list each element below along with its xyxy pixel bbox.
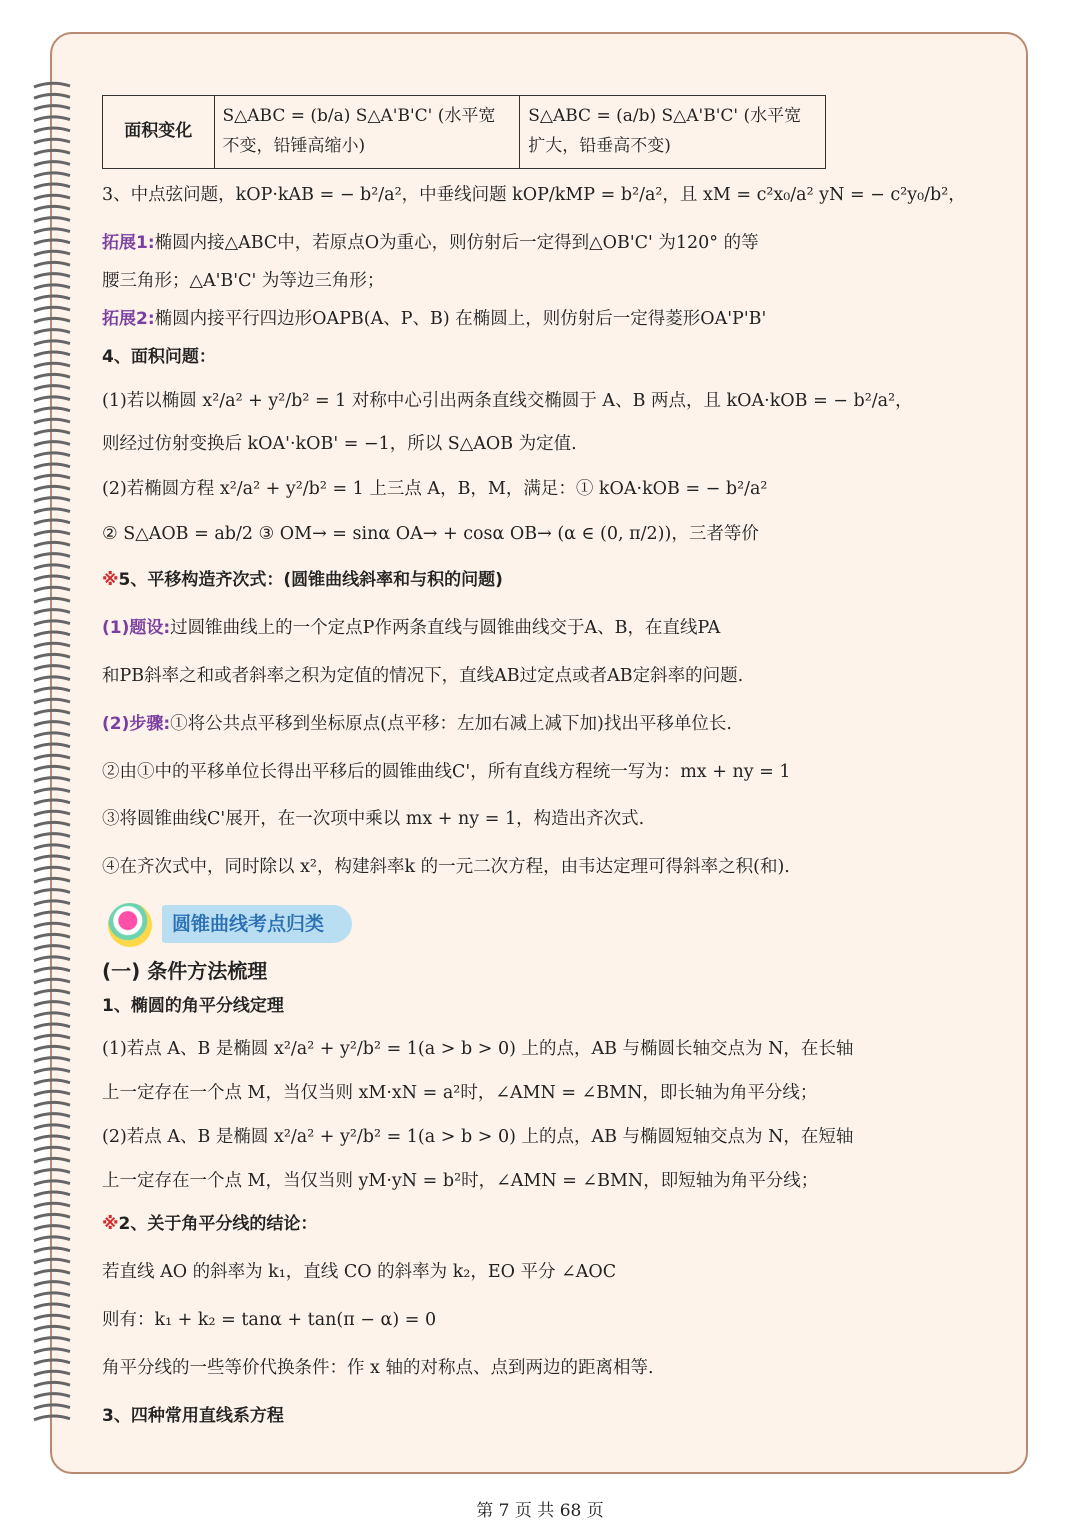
spiral-ring <box>34 363 70 367</box>
spiral-ring <box>34 274 70 278</box>
spiral-ring <box>34 1091 70 1095</box>
spiral-ring <box>34 419 70 423</box>
spiral-ring <box>34 979 70 983</box>
spiral-ring <box>34 397 70 401</box>
spiral-ring <box>34 162 70 166</box>
spiral-ring <box>34 464 70 468</box>
spiral-ring <box>34 621 70 625</box>
spiral-ring <box>34 1349 70 1353</box>
spiral-ring <box>34 710 70 714</box>
spiral-ring <box>34 1338 70 1342</box>
spiral-ring <box>34 206 70 210</box>
spiral-ring <box>34 296 70 300</box>
spiral-ring <box>34 845 70 849</box>
spiral-ring <box>34 957 70 961</box>
text-extension-2: 椭圆内接平行四边形OAPB(A、P、B) 在椭圆上，则仿射后一定得菱形OA'P'B' <box>154 309 767 329</box>
label-steps: (2)步骤: <box>102 714 171 734</box>
spiral-ring <box>34 475 70 479</box>
line-extension-2 <box>102 311 766 329</box>
spiral-ring <box>34 1326 70 1330</box>
line-20: (2)若点 A、B 是椭圆 x²/a² + y²/b² = 1(a > b > 0) 上的点，AB 与椭圆短轴交点为 N，在短轴 <box>102 1127 854 1147</box>
spiral-ring <box>34 285 70 289</box>
spiral-ring <box>34 587 70 591</box>
spiral-ring <box>34 83 70 87</box>
line-midpoint-chord: 3、中点弦问题，kOP·kAB = − b²/a²，中垂线问题 kOP/kMP = b²/a²，且 xM = c²x₀/a² yN = − c²y₀/b²， <box>102 185 966 205</box>
spiral-ring <box>34 106 70 110</box>
spiral-ring <box>34 386 70 390</box>
spiral-ring <box>34 699 70 703</box>
spiral-ring <box>34 856 70 860</box>
spiral-ring <box>34 307 70 311</box>
spiral-ring <box>34 1237 70 1241</box>
spiral-ring <box>34 1147 70 1151</box>
spiral-ring <box>34 1315 70 1319</box>
spiral-ring <box>34 509 70 513</box>
spiral-ring <box>34 94 70 98</box>
spiral-ring <box>34 1080 70 1084</box>
spiral-ring <box>34 240 70 244</box>
spiral-ring <box>34 744 70 748</box>
spiral-ring <box>34 453 70 457</box>
page-footer: 第 7 页 共 68 页 <box>476 1501 604 1521</box>
spiral-ring <box>34 330 70 334</box>
text-steps: ①将公共点平移到坐标原点(点平移：左加右减上减下加)找出平移单位长. <box>170 714 732 734</box>
text-premise: 过圆锥曲线上的一个定点P作两条直线与圆锥曲线交于A、B，在直线PA <box>170 618 721 638</box>
table-header: 面积变化 <box>103 96 215 169</box>
spiral-ring <box>34 520 70 524</box>
line-15: ③将圆锥曲线C'展开，在一次项中乘以 mx + ny = 1，构造出齐次式. <box>102 809 645 829</box>
spiral-ring <box>34 1293 70 1297</box>
line-12: 和PB斜率之和或者斜率之积为定值的情况下，直线AB过定点或者AB定斜率的问题. <box>102 666 744 686</box>
spiral-ring <box>34 901 70 905</box>
spiral-ring <box>34 542 70 546</box>
spiral-ring <box>34 1405 70 1409</box>
label-extension-2: 拓展2: <box>102 309 155 329</box>
heading-area-problem: 4、面积问题： <box>102 347 216 367</box>
spiral-ring <box>34 834 70 838</box>
spiral-ring <box>34 218 70 222</box>
spiral-ring <box>34 632 70 636</box>
line-25: 角平分线的一些等价代换条件：作 x 轴的对称点、点到两边的距离相等. <box>102 1358 654 1378</box>
line-7: 则经过仿射变换后 kOA'·kOB' = −1，所以 S△AOB 为定值. <box>102 434 577 454</box>
spiral-ring <box>34 262 70 266</box>
table-cell-left: S△ABC = (b/a) S△A'B'C' (水平宽不变，铅锤高缩小) <box>214 96 520 169</box>
spiral-ring <box>34 923 70 927</box>
spiral-ring <box>34 1394 70 1398</box>
spiral-ring <box>34 1136 70 1140</box>
spiral-ring <box>34 1046 70 1050</box>
spiral-ring <box>34 1102 70 1106</box>
spiral-ring <box>34 442 70 446</box>
spiral-ring <box>34 1181 70 1185</box>
spiral-ring <box>34 666 70 670</box>
spiral-ring <box>34 822 70 826</box>
spiral-ring <box>34 408 70 412</box>
line-3: 腰三角形；△A'B'C' 为等边三角形； <box>102 271 385 291</box>
spiral-ring <box>34 229 70 233</box>
spiral-ring <box>34 778 70 782</box>
spiral-ring <box>34 968 70 972</box>
spiral-ring <box>34 576 70 580</box>
spiral-ring <box>34 1035 70 1039</box>
spiral-ring <box>34 1259 70 1263</box>
line-11 <box>102 620 720 638</box>
spiral-ring <box>34 643 70 647</box>
spiral-ring <box>34 766 70 770</box>
area-change-table <box>102 95 826 169</box>
spiral-ring <box>34 184 70 188</box>
line-6: (1)若以椭圆 x²/a² + y²/b² = 1 对称中心引出两条直线交椭圆于 A、B 两点，且 kOA·kOB = − b²/a²， <box>102 391 913 411</box>
spiral-ring <box>34 554 70 558</box>
spiral-ring <box>34 1158 70 1162</box>
spiral-ring <box>34 934 70 938</box>
spiral-ring <box>34 867 70 871</box>
spiral-ring <box>34 1304 70 1308</box>
spiral-ring <box>34 565 70 569</box>
table-cell-right: S△ABC = (a/b) S△A'B'C' (水平宽扩大，铅垂高不变) <box>520 96 826 169</box>
spiral-ring <box>34 946 70 950</box>
spiral-ring <box>34 128 70 132</box>
spiral-ring <box>34 722 70 726</box>
spiral-ring <box>34 498 70 502</box>
text-heading-bisector: 2、关于角平分线的结论： <box>118 1214 318 1234</box>
heading-bisector-theorem: 1、椭圆的角平分线定理 <box>102 996 284 1016</box>
spiral-ring <box>34 251 70 255</box>
mark-1: ※ <box>102 570 119 590</box>
spiral-ring <box>34 150 70 154</box>
spiral-ring <box>34 1382 70 1386</box>
spiral-ring <box>34 733 70 737</box>
spiral-ring <box>34 890 70 894</box>
line-extension-1 <box>102 235 759 253</box>
heading-line-systems: 3、四种常用直线系方程 <box>102 1406 284 1426</box>
spiral-ring <box>34 1125 70 1129</box>
line-23: 若直线 AO 的斜率为 k₁，直线 CO 的斜率为 k₂，EO 平分 ∠AOC <box>102 1262 617 1282</box>
spiral-ring <box>34 610 70 614</box>
section-title: 圆锥曲线考点归类 <box>162 905 352 943</box>
spiral-ring <box>34 486 70 490</box>
spiral-ring <box>34 1371 70 1375</box>
spiral-ring <box>34 912 70 916</box>
spiral-ring <box>34 1024 70 1028</box>
spiral-ring <box>34 800 70 804</box>
label-premise: (1)题设: <box>102 618 171 638</box>
spiral-ring <box>34 1114 70 1118</box>
line-8: (2)若椭圆方程 x²/a² + y²/b² = 1 上三点 A，B，M，满足：① kOA·kOB = − b²/a² <box>102 479 768 499</box>
spiral-ring <box>34 878 70 882</box>
line-18: (1)若点 A、B 是椭圆 x²/a² + y²/b² = 1(a > b > 0) 上的点，AB 与椭圆长轴交点为 N，在长轴 <box>102 1039 854 1059</box>
spiral-ring <box>34 1170 70 1174</box>
text-extension-1: 椭圆内接△ABC中，若原点O为重心，则仿射后一定得到△OB'C' 为120° 的等 <box>154 233 759 253</box>
spiral-ring <box>34 1416 70 1420</box>
spiral-ring <box>34 1013 70 1017</box>
spiral-ring <box>34 755 70 759</box>
spiral-ring <box>34 318 70 322</box>
spiral-ring <box>34 195 70 199</box>
heading-conditions: (一) 条件方法梳理 <box>102 959 268 983</box>
line-16: ④在齐次式中，同时除以 x²，构建斜率k 的一元二次方程，由韦达定理可得斜率之积(和). <box>102 857 790 877</box>
spiral-ring <box>34 677 70 681</box>
spiral-ring <box>34 341 70 345</box>
line-14: ②由①中的平移单位长得出平移后的圆锥曲线C'，所有直线方程统一写为：mx + ny = 1 <box>102 762 791 782</box>
spiral-ring <box>34 1270 70 1274</box>
spiral-ring <box>34 173 70 177</box>
spiral-ring <box>34 1192 70 1196</box>
text-heading-translation: 5、平移构造齐次式：(圆锥曲线斜率和与积的问题) <box>118 570 503 590</box>
spiral-ring <box>34 1248 70 1252</box>
spiral-ring <box>34 811 70 815</box>
spiral-ring <box>34 1069 70 1073</box>
spiral-ring <box>34 117 70 121</box>
spiral-ring <box>34 789 70 793</box>
spiral-ring <box>34 598 70 602</box>
section-badge-icon <box>108 903 152 947</box>
spiral-binding <box>30 80 74 1425</box>
line-19: 上一定存在一个点 M，当仅当则 xM·xN = a²时，∠AMN = ∠BMN，即长轴为角平分线； <box>102 1083 818 1103</box>
line-21: 上一定存在一个点 M，当仅当则 yM·yN = b²时，∠AMN = ∠BMN，即短轴为角平分线； <box>102 1171 819 1191</box>
spiral-ring <box>34 352 70 356</box>
line-13 <box>102 716 732 734</box>
spiral-ring <box>34 1002 70 1006</box>
spiral-ring <box>34 990 70 994</box>
line-9: ② S△AOB = ab/2 ③ OM→ = sinα OA→ + cosα OB→ (α ∈ (0, π/2))，三者等价 <box>102 524 759 544</box>
spiral-ring <box>34 654 70 658</box>
mark-2: ※ <box>102 1214 119 1234</box>
spiral-ring <box>34 430 70 434</box>
spiral-ring <box>34 688 70 692</box>
heading-translation <box>102 572 503 589</box>
spiral-ring <box>34 1226 70 1230</box>
spiral-ring <box>34 1058 70 1062</box>
spiral-ring <box>34 1203 70 1207</box>
heading-bisector-conclusion <box>102 1216 317 1233</box>
spiral-ring <box>34 139 70 143</box>
spiral-ring <box>34 1282 70 1286</box>
spiral-ring <box>34 374 70 378</box>
spiral-ring <box>34 1214 70 1218</box>
spiral-ring <box>34 531 70 535</box>
label-extension-1: 拓展1: <box>102 233 155 253</box>
line-24: 则有：k₁ + k₂ = tanα + tan(π − α) = 0 <box>102 1310 437 1330</box>
spiral-ring <box>34 1360 70 1364</box>
